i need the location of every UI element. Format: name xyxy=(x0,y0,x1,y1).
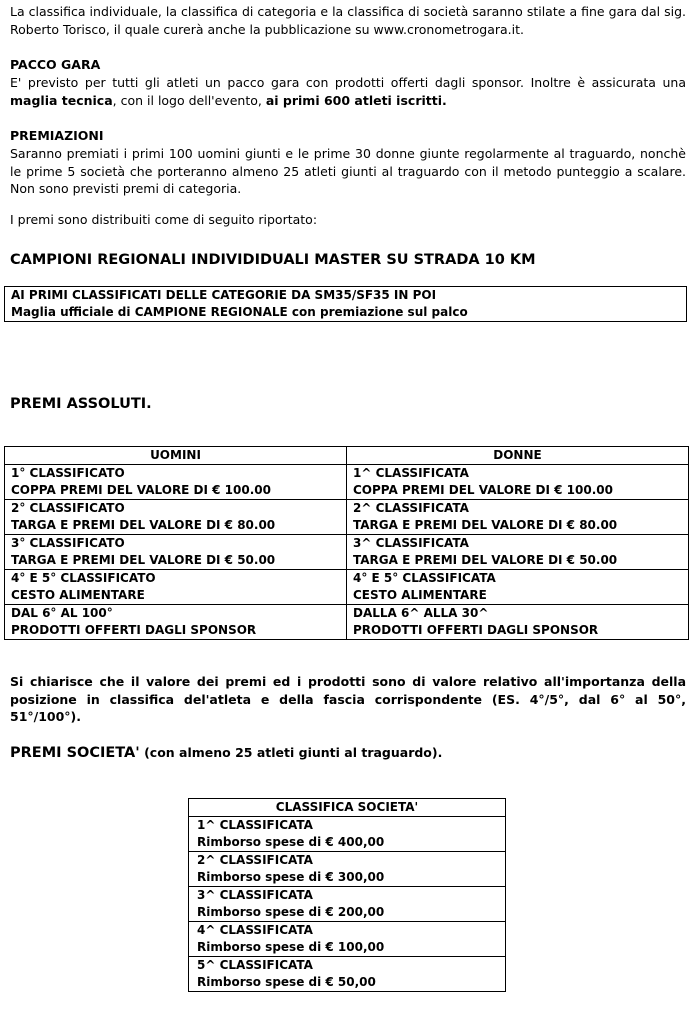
cell-position: 5^ CLASSIFICATA xyxy=(197,958,313,972)
premi-assoluti-table xyxy=(4,446,689,640)
cell-position: 4° E 5° CLASSIFICATA xyxy=(353,571,496,585)
table-header-row xyxy=(5,447,689,465)
campioni-box xyxy=(4,286,687,322)
cell-prize: Rimborso spese di € 200,00 xyxy=(197,905,385,919)
cell-prize: CESTO ALIMENTARE xyxy=(353,588,487,602)
col-uomini: UOMINI xyxy=(5,447,347,465)
premi-societa-title: PREMI SOCIETA' xyxy=(10,745,140,761)
cell-prize: PRODOTTI OFFERTI DAGLI SPONSOR xyxy=(353,623,599,637)
table-header-row xyxy=(189,799,506,817)
cell-position: 4^ CLASSIFICATA xyxy=(197,923,313,937)
cell-position: 2^ CLASSIFICATA xyxy=(197,853,313,867)
table-row xyxy=(5,465,689,500)
campioni-heading: CAMPIONI REGIONALI INDIVIDIDUALI MASTER SU STRADA 10 KM xyxy=(10,252,536,268)
cell-donne xyxy=(347,465,689,500)
table-row xyxy=(189,852,506,887)
cell-position: 4° E 5° CLASSIFICATO xyxy=(11,571,156,585)
intro-paragraph: La classifica individuale, la classifica di categoria e la classifica di società saranno stilate a fine gara dal sig. Roberto Torisco, il quale curerà anche la pubblicazione su www.cronometrogara.it. xyxy=(10,4,686,37)
premi-assoluti-heading: PREMI ASSOLUTI. xyxy=(10,396,152,412)
pacco-bold-b: ai primi 600 atleti iscritti. xyxy=(265,92,447,108)
cell-prize: TARGA E PREMI DEL VALORE DI € 80.00 xyxy=(11,518,276,532)
cell-prize: COPPA PREMI DEL VALORE DI € 100.00 xyxy=(11,483,271,497)
premiazioni-paragraph: Saranno premiati i primi 100 uomini giunti e le prime 30 donne giunte regolarmente al traguardo, nonchè le prime 5 società che porteranno almeno 25 atleti giunti al traguardo con il metodo punteggio a scalare. Non sono previsti premi di categoria. xyxy=(10,146,686,196)
cell-uomini xyxy=(5,500,347,535)
classifica-societa-title: CLASSIFICA SOCIETA' xyxy=(189,799,506,817)
cell-prize: Rimborso spese di € 300,00 xyxy=(197,870,385,884)
cell-prize: TARGA E PREMI DEL VALORE DI € 50.00 xyxy=(11,553,276,567)
pacco-gara-paragraph xyxy=(10,74,686,109)
cell-position: 2^ CLASSIFICATA xyxy=(353,501,469,515)
cell-prize: Rimborso spese di € 50,00 xyxy=(197,975,376,989)
table-row xyxy=(189,817,506,852)
campioni-box-line1: AI PRIMI CLASSIFICATI DELLE CATEGORIE DA SM35/SF35 IN POI xyxy=(11,288,437,302)
col-donne: DONNE xyxy=(347,447,689,465)
societa-cell xyxy=(189,817,506,852)
table-row xyxy=(5,535,689,570)
cell-prize: TARGA E PREMI DEL VALORE DI € 80.00 xyxy=(353,518,618,532)
cell-uomini xyxy=(5,570,347,605)
cell-donne xyxy=(347,500,689,535)
cell-position: 2° CLASSIFICATO xyxy=(11,501,125,515)
classifica-societa-table xyxy=(188,798,506,992)
cell-donne xyxy=(347,570,689,605)
cell-donne xyxy=(347,535,689,570)
societa-cell xyxy=(189,887,506,922)
premi-societa-heading xyxy=(10,744,442,762)
table-row xyxy=(5,605,689,640)
cell-position: 1^ CLASSIFICATA xyxy=(353,466,469,480)
chiarimento-paragraph: Si chiarisce che il valore dei premi ed i prodotti sono di valore relativo all'importanza della posizione in classifica del'atleta e della fascia corrispondente (ES. 4°/5°, dal 6° al 50°, 51°/100°). xyxy=(10,674,686,724)
cell-position: 1^ CLASSIFICATA xyxy=(197,818,313,832)
campioni-box-line2: Maglia ufficiale di CAMPIONE REGIONALE con premiazione sul palco xyxy=(11,305,468,319)
pacco-gara-heading: PACCO GARA xyxy=(10,57,101,72)
cell-uomini xyxy=(5,465,347,500)
societa-cell xyxy=(189,852,506,887)
cell-prize: PRODOTTI OFFERTI DAGLI SPONSOR xyxy=(11,623,257,637)
cell-position: DALLA 6^ ALLA 30^ xyxy=(353,606,489,620)
premi-societa-note: (con almeno 25 atleti giunti al traguardo). xyxy=(139,745,443,760)
pacco-bold-a: maglia tecnica xyxy=(10,92,113,108)
cell-position: DAL 6° AL 100° xyxy=(11,606,113,620)
pacco-text-b: , con il logo dell'evento, xyxy=(112,92,266,108)
pacco-text-a: E' previsto per tutti gli atleti un pacco gara con prodotti offerti dagli sponsor. Inoltre è assicurata una xyxy=(10,75,686,90)
cell-prize: Rimborso spese di € 100,00 xyxy=(197,940,385,954)
table-row xyxy=(189,922,506,957)
table-row xyxy=(5,500,689,535)
cell-uomini xyxy=(5,605,347,640)
cell-donne xyxy=(347,605,689,640)
cell-position: 3^ CLASSIFICATA xyxy=(353,536,469,550)
cell-prize: COPPA PREMI DEL VALORE DI € 100.00 xyxy=(353,483,613,497)
societa-cell xyxy=(189,922,506,957)
cell-prize: TARGA E PREMI DEL VALORE DI € 50.00 xyxy=(353,553,618,567)
table-row xyxy=(189,887,506,922)
cell-position: 3^ CLASSIFICATA xyxy=(197,888,313,902)
cell-prize: CESTO ALIMENTARE xyxy=(11,588,145,602)
cell-position: 3° CLASSIFICATO xyxy=(11,536,125,550)
cell-uomini xyxy=(5,535,347,570)
cell-position: 1° CLASSIFICATO xyxy=(11,466,125,480)
cell-prize: Rimborso spese di € 400,00 xyxy=(197,835,385,849)
table-row xyxy=(189,957,506,992)
premiazioni-heading: PREMIAZIONI xyxy=(10,128,104,143)
table-row xyxy=(5,570,689,605)
societa-cell xyxy=(189,957,506,992)
premiazioni-note: I premi sono distribuiti come di seguito riportato: xyxy=(10,212,318,227)
